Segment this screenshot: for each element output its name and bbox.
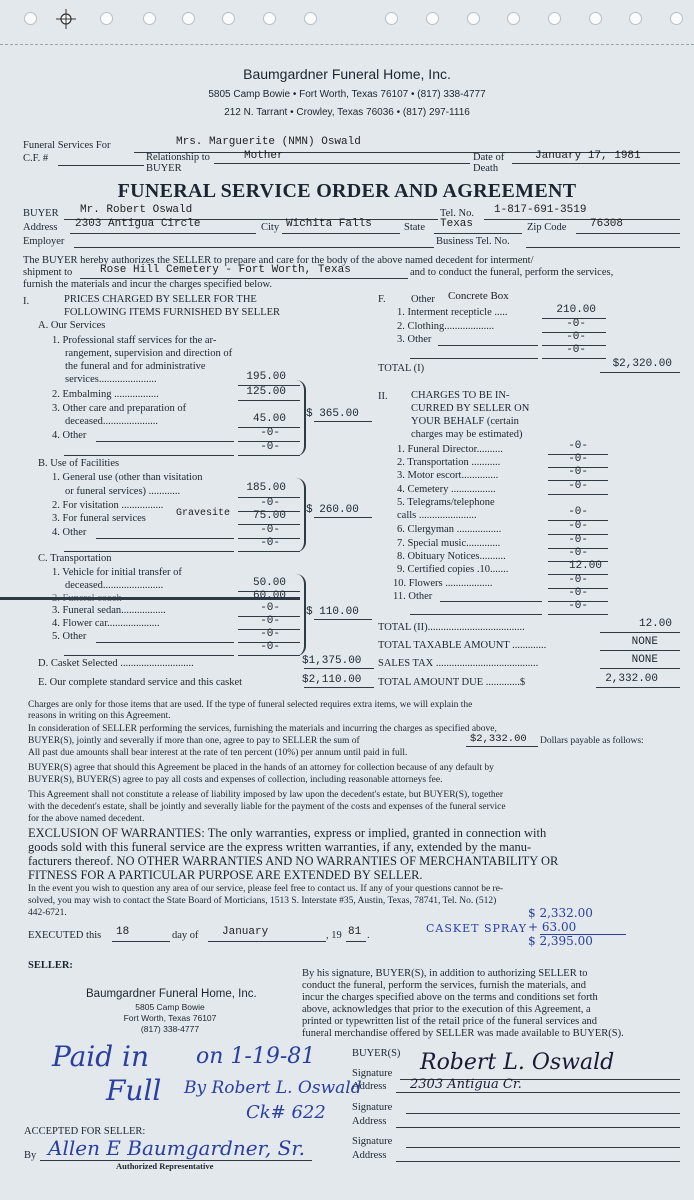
terms-p2-b2: Dollars payable as follows: xyxy=(540,736,644,746)
relationship-value: Mother xyxy=(244,150,284,162)
ii-item-label: 10. Flowers .................. xyxy=(393,578,493,589)
a4-line xyxy=(96,441,234,442)
date-of-death-label: Date of Death xyxy=(473,152,505,174)
employer-label: Employer xyxy=(23,236,65,247)
executed-period: . xyxy=(367,930,370,941)
feed-hole xyxy=(263,12,276,25)
tel-line xyxy=(484,219,680,220)
c2-amount: 60.00 xyxy=(252,590,286,602)
standard-service-line xyxy=(304,687,374,688)
c4-label: 4. Flower car.................... xyxy=(52,618,160,629)
a3-line-b: deceased..................... xyxy=(65,416,159,427)
section-b-total: $ 260.00 xyxy=(306,504,359,516)
feed-hole xyxy=(467,12,480,25)
zip-line xyxy=(576,233,680,234)
section-c-total-line xyxy=(314,619,372,620)
executed-day-of-label: day of xyxy=(172,930,199,941)
handnote-value-2: + 63.00 xyxy=(528,920,577,934)
paid-in-text: Paid in xyxy=(52,1040,150,1073)
section-c-brace xyxy=(296,574,306,656)
feed-hole xyxy=(629,12,642,25)
total-i-line xyxy=(600,372,680,373)
address-label: Address xyxy=(23,222,58,233)
state-value: Texas xyxy=(440,218,474,230)
ii-item-label: 2. Transportation ........... xyxy=(397,457,501,468)
section-a-title: A. Our Services xyxy=(38,320,106,331)
total-due-amount: 2,332.00 xyxy=(605,673,658,685)
a2-amount-line xyxy=(238,400,300,401)
b5-amount-line xyxy=(238,551,300,552)
tractor-feed-holes xyxy=(0,12,694,26)
ack-line-1: By his signature, BUYER(S), in addition to authorizing SELLER to xyxy=(302,968,588,979)
warranty-1: EXCLUSION OF WARRANTIES: The only warranties, express or implied, granted in connection with xyxy=(28,826,547,840)
c6-amount: -0- xyxy=(260,641,280,653)
standard-service-amount: $2,110.00 xyxy=(302,674,362,686)
a5-amount-line xyxy=(238,455,300,456)
terms-p5-a: In the event you wish to question any area of our service, please feel free to contact us. If any of your questions cannot be re- xyxy=(28,884,504,894)
accepted-for-seller-label: ACCEPTED FOR SELLER: xyxy=(24,1126,146,1137)
state-label: State xyxy=(404,222,425,233)
company-name: Baumgardner Funeral Home, Inc. xyxy=(243,66,451,82)
authorize-line-3: furnish the materials and incur the charges specified below. xyxy=(23,279,272,290)
signature-3-line xyxy=(406,1147,680,1148)
executed-year-label: , 19 xyxy=(326,930,342,941)
handnote-value-1: $ 2,332.00 xyxy=(528,906,593,920)
ii-item-amount: -0- xyxy=(568,534,588,546)
b4-line xyxy=(96,538,234,539)
c6-amount-line xyxy=(238,655,300,656)
terms-sum-line xyxy=(466,746,538,747)
seller-address-2: Fort Worth, Texas 76107 xyxy=(123,1013,217,1023)
ii-item-amount: -0- xyxy=(568,520,588,532)
sales-tax-label: SALES TAX ....................................... xyxy=(378,658,539,669)
feed-hole xyxy=(222,12,235,25)
a3-line-a: 3. Other care and preparation of xyxy=(52,403,187,414)
ii-item-amount: -0- xyxy=(568,453,588,465)
section-a-total-line xyxy=(314,421,372,422)
services-for-value: Mrs. Marguerite (NMN) Oswald xyxy=(176,136,361,148)
city-label: City xyxy=(261,222,280,233)
feed-hole xyxy=(670,12,683,25)
seller-label: SELLER: xyxy=(28,960,73,971)
c1-line-b: deceased....................... xyxy=(65,580,164,591)
ii-item-amount: -0- xyxy=(568,587,588,599)
ack-line-6: funeral merchandise offered by SELLER was made available to BUYER(S). xyxy=(302,1028,624,1039)
section-i-number: I. xyxy=(23,296,30,307)
handnote-value-3: $ 2,395.00 xyxy=(528,934,593,948)
buyer-address-label: Address xyxy=(352,1081,387,1092)
b2-label: 2. For visitation ................ xyxy=(52,500,164,511)
taxable-line xyxy=(600,650,680,651)
sales-tax-line xyxy=(600,668,680,669)
f3-line xyxy=(438,345,538,346)
seller-address-1: 5805 Camp Bowie xyxy=(135,1002,205,1012)
terms-p2-a: In consideration of SELLER performing the services, furnishing the materials and incurring the charges as specified above, xyxy=(28,724,497,734)
f3-label: 3. Other xyxy=(397,334,432,345)
c5-label: 5. Other xyxy=(52,631,87,642)
total-due-line xyxy=(596,687,680,688)
b3-label: 3. For funeral services xyxy=(52,513,146,524)
tel-value: 1-817-691-3519 xyxy=(494,204,587,216)
buyer-signature-label: Signature xyxy=(352,1068,393,1079)
a1-amount: 195.00 xyxy=(246,371,286,383)
feed-hole xyxy=(426,12,439,25)
terms-p2-b1: BUYER(S), jointly and severally if more than one, agree to pay to SELLER the sum of xyxy=(28,736,360,746)
ii-item-label: 7. Special music............. xyxy=(397,538,501,549)
section-f-other-label: Other xyxy=(411,294,435,305)
terms-p1-b: reasons in writing on this Agreement. xyxy=(28,711,171,721)
b2-amount: -0- xyxy=(260,497,280,509)
buyer-signature: Robert L. Oswald xyxy=(420,1050,615,1075)
buyers-label: BUYER(S) xyxy=(352,1048,401,1059)
c1-amount: 50.00 xyxy=(252,577,286,589)
address-line xyxy=(70,233,256,234)
by-label: By xyxy=(24,1150,37,1161)
feed-hole xyxy=(24,12,37,25)
section-i-title-2: FOLLOWING ITEMS FURNISHED BY SELLER xyxy=(64,307,281,318)
zip-value: 76308 xyxy=(590,218,624,230)
address-value: 2303 Antigua Circle xyxy=(75,218,201,230)
f3-amount: -0- xyxy=(566,331,586,343)
total-i-amount: $2,320.00 xyxy=(612,358,672,370)
feed-hole xyxy=(182,12,195,25)
total-ii-amount: 12.00 xyxy=(638,618,672,630)
a5-line xyxy=(64,455,234,456)
state-line xyxy=(434,233,522,234)
b1-line-b: or funeral services) ............ xyxy=(65,486,181,497)
taxable-label: TOTAL TAXABLE AMOUNT ............. xyxy=(378,640,547,651)
ii-item-label: 5. Telegrams/telephone xyxy=(397,497,495,508)
cf-label: C.F. # xyxy=(23,153,49,164)
buyer-label: BUYER xyxy=(23,208,59,219)
terms-sum: $2,332.00 xyxy=(470,733,527,745)
f1-label: 1. Interment recepticle ..... xyxy=(397,307,508,318)
executed-day: 18 xyxy=(116,926,130,938)
terms-p4-c: for the above named decedent. xyxy=(28,814,145,824)
section-ii-title-1: CHARGES TO BE IN- xyxy=(411,390,510,401)
feed-hole xyxy=(548,12,561,25)
casket-amount-line xyxy=(304,668,374,669)
shipment-value: Rose Hill Cemetery - Fort Worth, Texas xyxy=(100,264,351,276)
section-b-brace xyxy=(296,478,306,552)
seller-signature: Allen E Baumgardner, Sr. xyxy=(48,1136,306,1160)
ii-other-line-2 xyxy=(410,614,542,615)
executed-label: EXECUTED this xyxy=(28,930,102,941)
b5-line xyxy=(64,551,234,552)
feed-hole xyxy=(100,12,113,25)
authorize-line-1: The BUYER hereby authorizes the SELLER to prepare and care for the body of the above named decedent for interment/ xyxy=(23,255,534,266)
section-ii-number: II. xyxy=(378,391,388,402)
ii-item-amount: -0- xyxy=(568,574,588,586)
terms-p2-c: All past due amounts shall bear interest at the rate of ten percent (10%) per annum until paid in full. xyxy=(28,748,408,758)
ii-item-line xyxy=(548,614,608,615)
a2-label: 2. Embalming ................. xyxy=(52,389,159,400)
buyer-value: Mr. Robert Oswald xyxy=(80,204,193,216)
paid-on-date: on 1-19-81 xyxy=(196,1044,316,1069)
cf-line xyxy=(58,165,144,166)
terms-p3-b: BUYER(S), BUYER(S) agree to pay all costs and expenses of collection, including reasonable attorneys fee. xyxy=(28,775,443,785)
a3-amount: 45.00 xyxy=(252,413,286,425)
c6-line xyxy=(64,655,234,656)
authorized-representative-label: Authorized Representative xyxy=(116,1161,214,1171)
f4-amount: -0- xyxy=(566,344,586,356)
ii-item-amount: -0- xyxy=(568,466,588,478)
c3-label: 3. Funeral sedan................. xyxy=(52,605,166,616)
perforation-line xyxy=(0,44,694,45)
executed-year: 81 xyxy=(348,926,362,938)
signature-2-label: Signature xyxy=(352,1102,393,1113)
executed-year-line xyxy=(346,941,366,942)
feed-hole xyxy=(507,12,520,25)
address-3-line xyxy=(396,1161,680,1162)
feed-hole xyxy=(304,12,317,25)
ii-item-label: calls ...................... xyxy=(397,510,477,521)
ii-other-line xyxy=(440,601,542,602)
b4-amount: -0- xyxy=(260,524,280,536)
total-i-label: TOTAL (I) xyxy=(378,363,425,374)
casket-selected-amount: $1,375.00 xyxy=(302,655,362,667)
ii-item-amount: -0- xyxy=(568,480,588,492)
business-tel-label: Business Tel. No. xyxy=(436,236,510,247)
tel-label: Tel. No. xyxy=(440,208,474,219)
section-ii-title-2: CURRED BY SELLER ON xyxy=(411,403,530,414)
c3-amount: -0- xyxy=(260,602,280,614)
authorize-line-2b: and to conduct the funeral, perform the services, xyxy=(410,267,614,278)
city-value: Wichita Falls xyxy=(286,218,372,230)
ii-item-label: 8. Obituary Notices.......... xyxy=(397,551,506,562)
a5-amount: -0- xyxy=(260,441,280,453)
c5-amount: -0- xyxy=(260,628,280,640)
ii-item-label: 9. Certified copies .10....... xyxy=(397,564,509,575)
a1-line-b: rangement, supervision and direction of xyxy=(65,348,233,359)
terms-p4-a: This Agreement shall not constitute a release of liability imposed by law upon the decedent's estate, but BUYER(S), together xyxy=(28,790,504,800)
f4-amount-line xyxy=(542,358,606,359)
a2-amount: 125.00 xyxy=(246,386,286,398)
standard-service-label: E. Our complete standard service and this casket xyxy=(38,677,243,688)
terms-p5-c: 442-6721. xyxy=(28,908,67,918)
buyer-address-line xyxy=(396,1092,680,1093)
ii-item-label: 6. Clergyman ................. xyxy=(397,524,502,535)
relationship-line xyxy=(214,163,470,164)
ii-item-amount: -0- xyxy=(568,547,588,559)
ack-line-4: above, acknowledges that prior to the execution of this Agreement, a xyxy=(302,1004,591,1015)
section-b-title: B. Use of Facilities xyxy=(38,458,120,469)
relationship-label: Relationship to BUYER xyxy=(146,152,210,174)
section-c-title: C. Transportation xyxy=(38,553,112,564)
total-ii-label: TOTAL (II)..................................... xyxy=(378,622,525,633)
b3-amount: 75.00 xyxy=(252,510,286,522)
section-f-other-value: Concrete Box xyxy=(448,290,509,302)
ack-line-2: conduct the funeral, perform the services, furnish the materials, and xyxy=(302,980,586,991)
a1-line-d: services...................... xyxy=(65,374,157,385)
business-tel-line xyxy=(526,247,680,248)
executed-month-line xyxy=(208,941,326,942)
b5-amount: -0- xyxy=(260,537,280,549)
section-f-label: F. xyxy=(378,294,386,305)
b3-note: Gravesite xyxy=(176,508,231,519)
section-b-total-line xyxy=(314,517,372,518)
city-line xyxy=(282,233,400,234)
a1-line-c: the funeral and for administrative xyxy=(65,361,206,372)
c5-line xyxy=(96,642,234,643)
seller-phone: (817) 338-4777 xyxy=(140,1024,200,1034)
address-2-line xyxy=(396,1127,680,1128)
employer-line xyxy=(74,247,434,248)
authorize-line-2a: shipment to xyxy=(23,267,73,278)
executed-month: January xyxy=(222,926,269,938)
seller-name: Baumgardner Funeral Home, Inc. xyxy=(86,988,257,1000)
warranty-4: FITNESS FOR A PARTICULAR PURPOSE ARE EXTENDED BY SELLER. xyxy=(28,868,423,882)
ii-item-label: 4. Cemetery ................. xyxy=(397,484,496,495)
feed-hole xyxy=(385,12,398,25)
terms-p4-b: with the decedent's estate, shall be jointly and severally liable for the payment of the costs and expenses of the funeral service xyxy=(28,802,506,812)
sales-tax-amount: NONE xyxy=(631,654,658,666)
paid-full-text: Full xyxy=(106,1074,162,1107)
f4-line xyxy=(410,358,538,359)
ack-line-5: printed or typewritten list of the retail price of the funeral services and xyxy=(302,1016,598,1027)
zip-label: Zip Code xyxy=(527,222,567,233)
a4-amount: -0- xyxy=(260,427,280,439)
casket-selected-label: D. Casket Selected ............................ xyxy=(38,658,194,669)
c1-line-a: 1. Vehicle for initial transfer of xyxy=(52,567,182,578)
a1-line-a: 1. Professional staff services for the ar- xyxy=(52,335,217,346)
services-for-label: Funeral Services For xyxy=(23,140,111,151)
executed-day-line xyxy=(112,941,170,942)
b4-label: 4. Other xyxy=(52,527,87,538)
company-address-2: 212 N. Tarrant • Crowley, Texas 76036 • (817) 297-1116 xyxy=(224,107,470,118)
handnote-casket-spray: CASKET SPRAY xyxy=(426,922,527,935)
registration-crosshair-icon xyxy=(56,9,76,29)
ii-item-amount: 12.00 xyxy=(568,560,602,572)
total-due-label: TOTAL AMOUNT DUE .............$ xyxy=(378,677,526,688)
ii-item-label: 3. Motor escort.............. xyxy=(397,470,499,481)
signature-2-line xyxy=(406,1113,680,1114)
ii-item-line xyxy=(548,494,608,495)
taxable-amount: NONE xyxy=(631,636,658,648)
f2-amount: -0- xyxy=(566,318,586,330)
paid-by-name: By Robert L. Oswald xyxy=(184,1078,362,1098)
terms-p3-a: BUYER(S) agree that should this Agreement be placed in the hands of an attorney for collection because of any default by xyxy=(28,763,494,773)
section-c-total: $ 110.00 xyxy=(306,606,359,618)
ii-item-amount: -0- xyxy=(568,600,588,612)
date-of-death-line xyxy=(512,163,680,164)
ack-line-3: incur the charges specified above on the terms and conditions set forth xyxy=(302,992,598,1003)
warranty-2: goods sold with this funeral service are the express written warranties, if any, extended by the manu- xyxy=(28,840,532,854)
c4-amount: -0- xyxy=(260,615,280,627)
section-i-title-1: PRICES CHARGED BY SELLER FOR THE xyxy=(64,294,257,305)
company-address-1: 5805 Camp Bowie • Fort Worth, Texas 76107 • (817) 338-4777 xyxy=(208,89,486,100)
a4-label: 4. Other xyxy=(52,430,87,441)
section-a-total: $ 365.00 xyxy=(306,408,359,420)
ii-item-label: 1. Funeral Director.......... xyxy=(397,444,503,455)
terms-p5-b: solved, you may wish to contact the State Board of Morticians, 1513 S. Interstate #35, Austin, Texas, 78741, Tel. No. (512) xyxy=(28,896,497,906)
feed-hole xyxy=(143,12,156,25)
f1-amount: 210.00 xyxy=(556,304,596,316)
buyer-address-handwritten: 2303 Antigua Cr. xyxy=(410,1077,522,1092)
date-of-death-value: January 17, 1981 xyxy=(535,150,641,162)
paid-check-number: Ck# 622 xyxy=(246,1102,326,1123)
feed-hole xyxy=(589,12,602,25)
terms-p1-a: Charges are only for those items that are used. If the type of funeral selected requires extra items, we will explain the xyxy=(28,700,473,710)
ii-item-amount: -0- xyxy=(568,440,588,452)
c2-label: 2. Funeral coach xyxy=(52,593,122,604)
ii-item-amount: -0- xyxy=(568,506,588,518)
signature-3-label: Signature xyxy=(352,1136,393,1147)
b1-line-a: 1. General use (other than visitation xyxy=(52,472,203,483)
address-2-label: Address xyxy=(352,1116,387,1127)
ii-item-label: 11. Other xyxy=(393,591,433,602)
address-3-label: Address xyxy=(352,1150,387,1161)
section-a-brace xyxy=(296,380,306,456)
section-ii-title-4: charges may be estimated) xyxy=(411,429,523,440)
form-title: FUNERAL SERVICE ORDER AND AGREEMENT xyxy=(117,180,577,202)
section-ii-title-3: YOUR BEHALF (certain xyxy=(411,416,519,427)
warranty-3: facturers thereof. NO OTHER WARRANTIES AND NO WARRANTIES OF MERCHANTABILITY OR xyxy=(28,854,559,868)
f2-label: 2. Clothing................... xyxy=(397,321,495,332)
b1-amount: 185.00 xyxy=(246,482,286,494)
total-ii-line xyxy=(600,632,680,633)
